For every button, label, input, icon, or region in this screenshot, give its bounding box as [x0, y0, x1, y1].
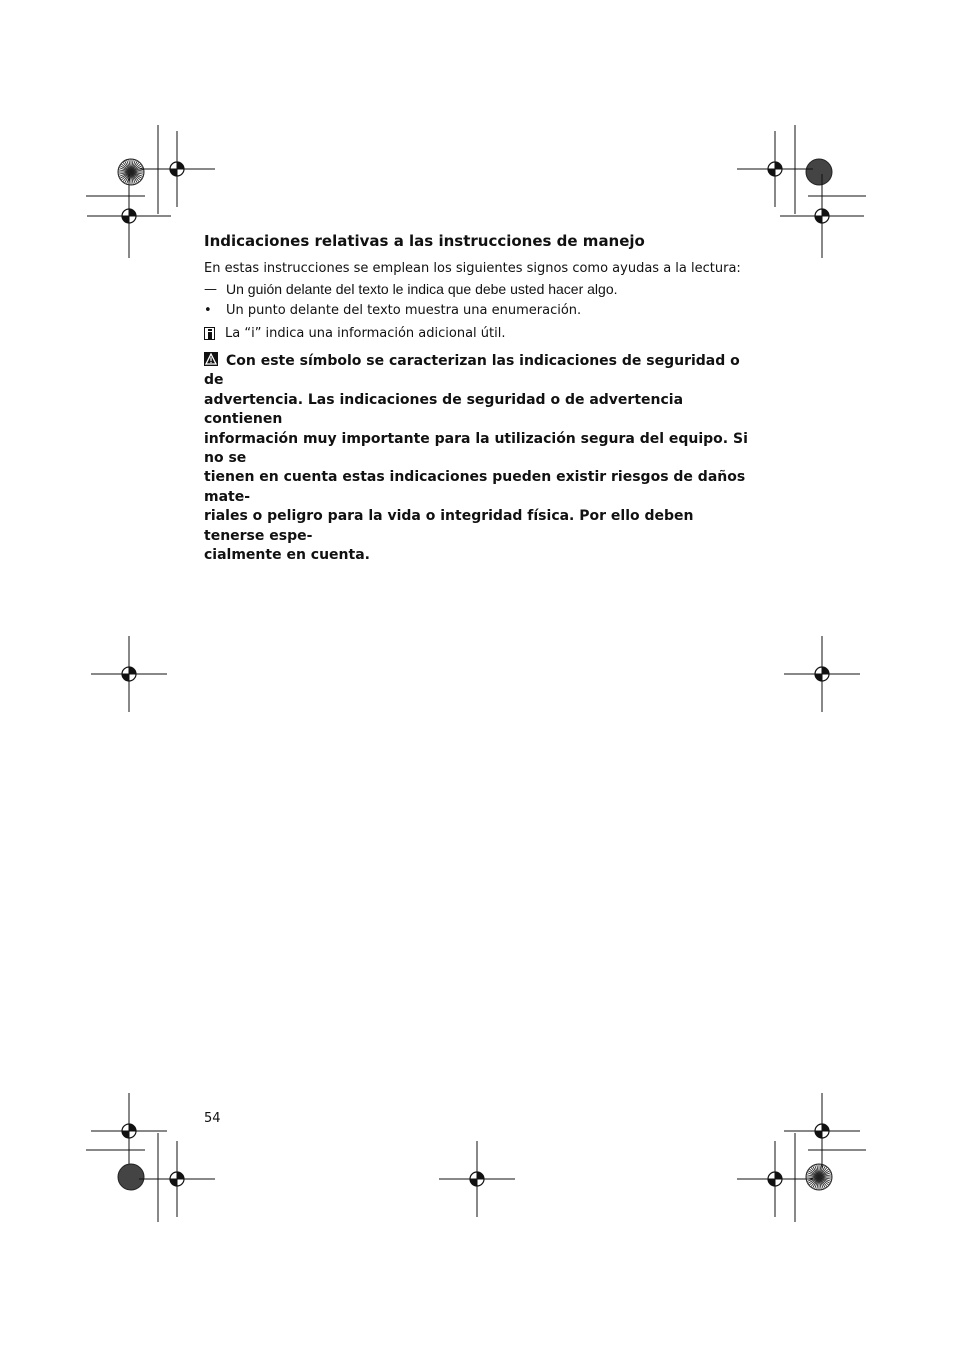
registration-quadrant — [775, 162, 782, 169]
warning-line: riales o peligro para la vida o integridad física. Por ello deben tenerse espe- — [204, 508, 694, 544]
registration-quadrant — [177, 162, 184, 169]
registration-quadrant — [775, 1172, 782, 1179]
list-item-bullet — [204, 303, 581, 318]
color-dot-mark-icon — [806, 159, 832, 185]
warning-block — [204, 352, 749, 565]
registration-quadrant — [822, 667, 829, 674]
registration-quadrant — [170, 1179, 177, 1186]
registration-quadrant — [122, 1131, 129, 1138]
registration-quadrant — [815, 1131, 822, 1138]
registration-quadrant — [129, 1124, 136, 1131]
list-item-info — [204, 326, 506, 341]
bullet-marker: • — [204, 303, 212, 318]
info-icon — [204, 327, 215, 340]
warning-line: cialmente en cuenta. — [204, 547, 370, 564]
registration-quadrant — [768, 169, 775, 176]
registration-quadrant — [815, 674, 822, 681]
warning-triangle-icon — [204, 352, 218, 366]
registration-quadrant — [129, 667, 136, 674]
registration-quadrant — [768, 1179, 775, 1186]
registration-quadrant — [815, 216, 822, 223]
registration-quadrant — [822, 209, 829, 216]
intro-text: En estas instrucciones se emplean los siguientes signos como ayudas a la lectura: — [204, 261, 741, 276]
registration-quadrant — [477, 1172, 484, 1179]
list-item-text: Un guión delante del texto le indica que debe usted hacer algo. — [226, 281, 618, 297]
registration-quadrant — [822, 1124, 829, 1131]
registration-quadrant — [122, 216, 129, 223]
list-item-text: Un punto delante del texto muestra una enumeración. — [226, 303, 582, 318]
registration-quadrant — [177, 1172, 184, 1179]
registration-quadrant — [470, 1179, 477, 1186]
warning-line: información muy importante para la utilización segura del equipo. Si no se — [204, 430, 748, 467]
page-number: 54 — [204, 1111, 221, 1126]
warning-line: tienen en cuenta estas indicaciones pueden existir riesgos de daños mate- — [204, 469, 746, 505]
list-item-dash — [204, 281, 618, 297]
registration-quadrant — [122, 674, 129, 681]
section-heading: Indicaciones relativas a las instrucciones de manejo — [204, 232, 645, 250]
color-dot-mark-icon — [118, 1164, 144, 1190]
registration-quadrant — [129, 209, 136, 216]
dash-marker: — — [204, 281, 217, 297]
list-item-text: La “i” indica una información adicional útil. — [225, 326, 506, 341]
warning-line: Con este símbolo se caracterizan las indicaciones de seguridad o de — [204, 353, 740, 389]
registration-quadrant — [170, 169, 177, 176]
warning-line: advertencia. Las indicaciones de seguridad o de advertencia contienen — [204, 391, 684, 428]
